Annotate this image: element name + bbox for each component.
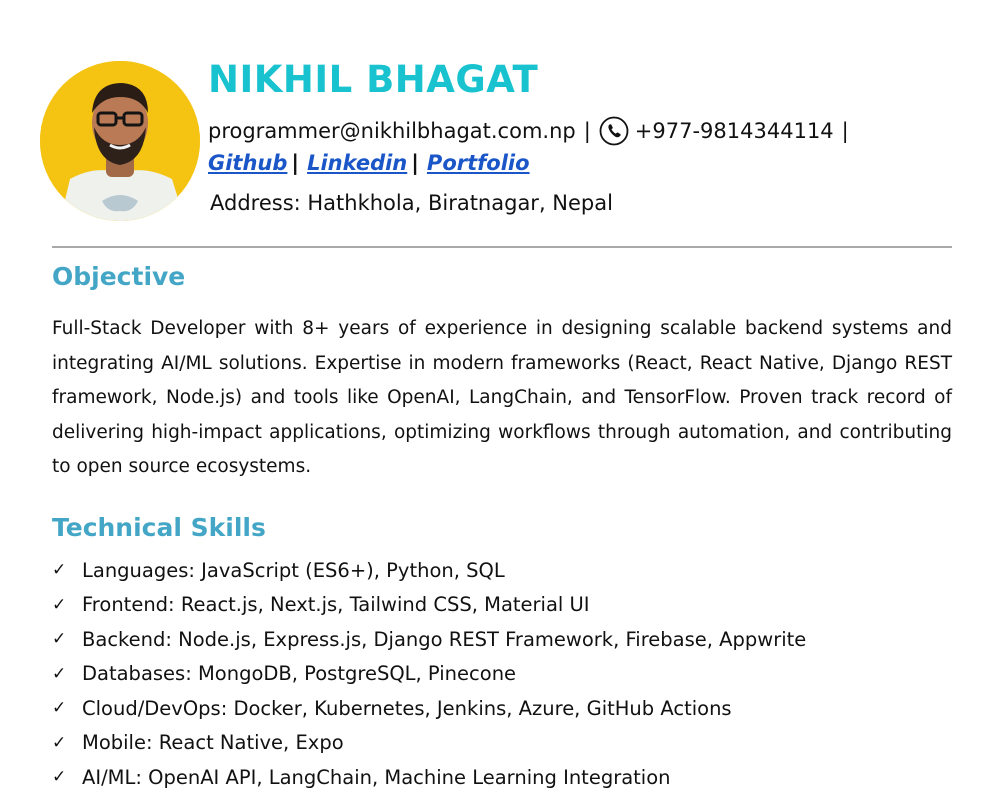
skills-list: [52, 553, 952, 788]
email-text: programmer@nikhilbhagat.com.np: [208, 119, 576, 143]
list-item: [52, 760, 952, 788]
phone-text: +977-9814344114: [634, 119, 834, 143]
list-item: [52, 622, 952, 657]
checkmark-icon: ✓: [52, 732, 67, 753]
list-item: [52, 726, 952, 761]
list-item: [52, 691, 952, 726]
skill-text: Frontend: React.js, Next.js, Tailwind CSS, Material UI: [82, 593, 590, 617]
linkedin-link[interactable]: Linkedin: [307, 151, 408, 175]
contact-line: [208, 116, 857, 146]
checkmark-icon: ✓: [52, 663, 67, 684]
skill-text: Databases: MongoDB, PostgreSQL, Pinecone: [82, 662, 517, 686]
checkmark-icon: ✓: [52, 698, 67, 719]
skill-text: Cloud/DevOps: Docker, Kubernetes, Jenkins, Azure, GitHub Actions: [82, 696, 732, 720]
checkmark-icon: ✓: [52, 629, 67, 650]
portfolio-link[interactable]: Portfolio: [426, 151, 530, 175]
skills-heading: Technical Skills: [52, 513, 266, 542]
header-divider: [52, 246, 952, 248]
separator: |: [291, 151, 300, 175]
phone-icon: [599, 116, 629, 146]
checkmark-icon: ✓: [52, 560, 67, 581]
objective-heading: Objective: [52, 262, 186, 291]
skill-text: Mobile: React Native, Expo: [82, 731, 344, 755]
profile-links: [208, 151, 530, 175]
list-item: [52, 657, 952, 692]
list-item: [52, 588, 952, 623]
separator: |: [411, 151, 419, 175]
objective-paragraph: Full-Stack Developer with 8+ years of experience in designing scalable backend systems and integrating AI/ML solutions. Expertise in modern frameworks (React, React Native, Django REST framework, Node.js) and tools like OpenAI, LangChain, and TensorFlow. Proven track record of delivering high-impact applications, optimizing workflows through automation, and contributing to open source ecosystems.: [52, 318, 952, 478]
separator: |: [583, 119, 591, 143]
list-item: [52, 553, 952, 588]
github-link[interactable]: Github: [208, 151, 288, 175]
checkmark-icon: ✓: [52, 594, 67, 615]
checkmark-icon: ✓: [52, 767, 67, 788]
separator: |: [841, 119, 849, 143]
skill-text: Languages: JavaScript (ES6+), Python, SQL: [82, 558, 505, 582]
profile-photo: [40, 61, 200, 221]
address-text: Address: Hathkhola, Biratnagar, Nepal: [210, 191, 613, 215]
skill-text: Backend: Node.js, Express.js, Django REST Framework, Firebase, Appwrite: [82, 627, 807, 651]
skill-text: AI/ML: OpenAI API, LangChain, Machine Learning Integration: [82, 765, 671, 788]
candidate-name: NIKHIL BHAGAT: [208, 58, 539, 101]
profile-photo-image: [40, 61, 200, 221]
